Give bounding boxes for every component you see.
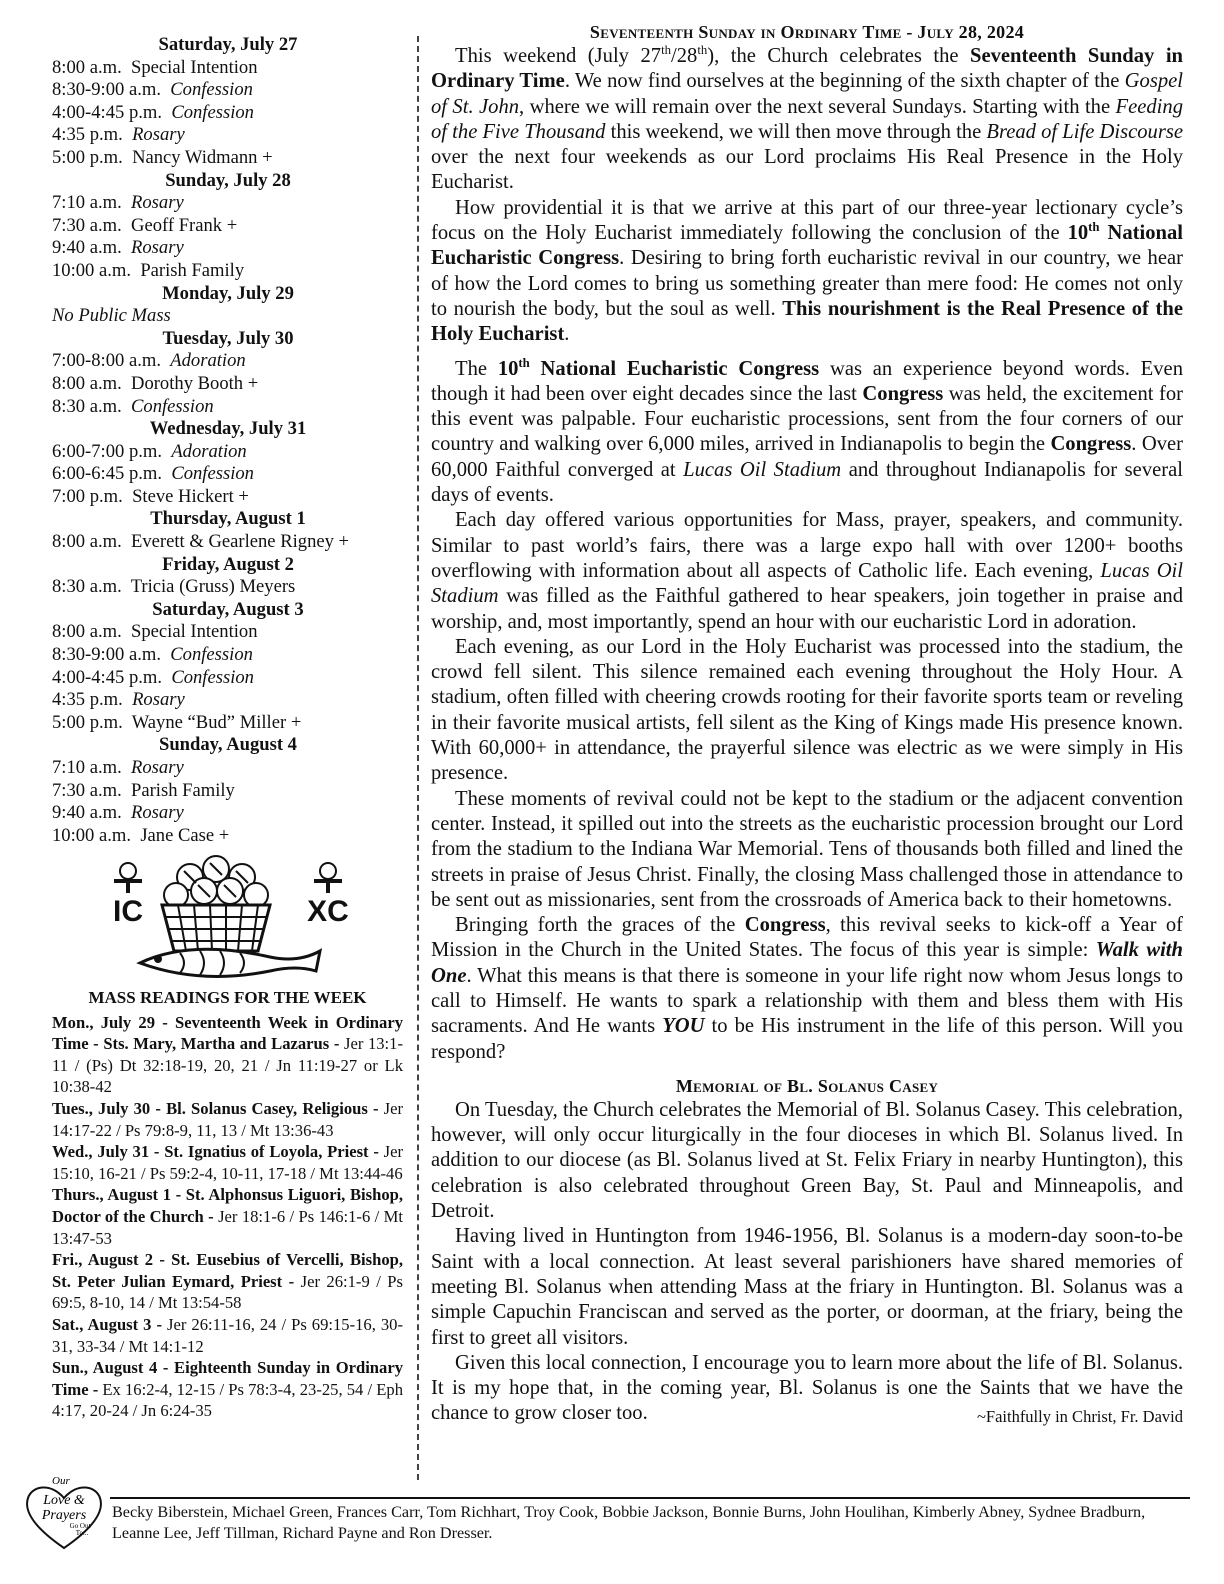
entry-intention: Rosary bbox=[132, 689, 185, 711]
entry-intention: Jane Case + bbox=[140, 824, 230, 846]
entry-time: 4:00-4:45 p.m. bbox=[52, 666, 163, 688]
entry-intention: Special Intention bbox=[131, 56, 258, 78]
entry-intention: Confession bbox=[170, 644, 253, 666]
schedule-entry bbox=[52, 192, 404, 215]
schedule-entry bbox=[52, 621, 404, 644]
entry-time: 7:30 a.m. bbox=[52, 214, 122, 236]
entry-intention: Nancy Widmann + bbox=[132, 146, 273, 168]
readings-heading: MASS READINGS FOR THE WEEK bbox=[88, 988, 367, 1007]
entry-time: 7:10 a.m. bbox=[52, 192, 122, 214]
schedule-entry bbox=[52, 463, 404, 486]
entry-intention: Confession bbox=[171, 463, 254, 485]
schedule-entry bbox=[52, 260, 404, 283]
schedule-entry bbox=[52, 147, 404, 170]
entry-time: 8:00 a.m. bbox=[52, 621, 122, 643]
entry-time: 8:00 a.m. bbox=[52, 531, 122, 553]
entry-intention: Confession bbox=[171, 666, 254, 688]
loaves-and-fish-icon bbox=[70, 847, 370, 985]
svg-text:To...: To... bbox=[75, 1529, 89, 1537]
article-paragraph: Each evening, as our Lord in the Holy Eucharist was processed into the stadium, the crowd fell silent. This silence remained each evening throughout the Holy Hour. A stadium, often filled with cheering crowds rooting for their favorite sports team or reveling in their favorite musical artists, fell silent as the King of Kings made His presence known. With 60,000+ in attendance, the prayerful silence was electric as we were simply in His presence. bbox=[431, 635, 1183, 785]
entry-intention: Rosary bbox=[132, 124, 185, 146]
entry-time: 10:00 a.m. bbox=[52, 824, 132, 846]
schedule-entry bbox=[52, 667, 404, 690]
entry-time: 4:00-4:45 p.m. bbox=[52, 101, 163, 123]
entry-intention: Everett & Gearlene Rigney + bbox=[131, 531, 350, 553]
schedule-entry bbox=[52, 396, 404, 419]
reading-item: Thurs., August 1 - St. Alphonsus Liguori, Bishop, Doctor of the Church - Jer 18:1-6 / Ps 146:1-6 / Mt 13:47-53 bbox=[52, 1185, 403, 1248]
schedule-entry bbox=[52, 644, 404, 667]
entry-intention: Special Intention bbox=[131, 621, 258, 643]
entry-time: 6:00-6:45 p.m. bbox=[52, 463, 163, 485]
entry-time: 8:00 a.m. bbox=[52, 56, 122, 78]
entry-intention: Confession bbox=[170, 79, 253, 101]
entry-intention: Rosary bbox=[131, 237, 184, 259]
schedule-day-heading: Sunday, July 28 bbox=[165, 169, 291, 191]
schedule-day-heading: Friday, August 2 bbox=[162, 553, 294, 575]
schedule-day-heading: Thursday, August 1 bbox=[150, 508, 306, 530]
article-paragraph: The 10th National Eucharistic Congress was an experience beyond words. Even though it had been over eight decades since the last Congress was held, the excitement for this event was palpable. Four eucharistic processions, sent from the four corners of our country and walking over 6,000 miles, arrived in Indianapolis to begin the Congress. Over 60,000 Faithful converged at Lucas Oil Stadium and throughout Indianapolis for several days of events. bbox=[431, 355, 1184, 507]
svg-text:Our: Our bbox=[52, 1475, 70, 1487]
entry-time: 8:30-9:00 a.m. bbox=[52, 644, 161, 666]
entry-time: 7:10 a.m. bbox=[52, 757, 122, 778]
entry-time: 5:00 p.m. bbox=[52, 146, 123, 168]
entry-time: 8:00 a.m. bbox=[52, 372, 122, 394]
mass-readings bbox=[52, 987, 403, 1422]
article-title: Seventeenth Sunday in Ordinary Time - July 28, 2024 bbox=[589, 22, 1025, 42]
schedule-entry bbox=[52, 350, 404, 373]
memorial-title: Memorial of Bl. Solanus Casey bbox=[675, 1075, 939, 1096]
reading-item: Wed., July 31 - St. Ignatius of Loyola, Priest - Jer 15:10, 16-21 / Ps 59:2-4, 10-11, 17-18 / Mt 13:44-46 bbox=[52, 1142, 403, 1183]
schedule-entry bbox=[52, 531, 404, 554]
svg-text:Go Out: Go Out bbox=[69, 1522, 91, 1530]
entry-time: 5:00 p.m. bbox=[52, 711, 123, 733]
entry-time: 8:30 a.m. bbox=[52, 395, 122, 417]
reading-item: Mon., July 29 - Seventeenth Week in Ordinary Time - Sts. Mary, Martha and Lazarus - Jer 13:1-11 / (Ps) Dt 32:18-19, 20, 21 / Jn 11:19-27 or Lk 10:38-42 bbox=[52, 1012, 403, 1097]
schedule-entry bbox=[52, 373, 404, 396]
schedule-entry bbox=[52, 802, 404, 825]
article-paragraph: Each day offered various opportunities for Mass, prayer, speakers, and community. Similar to past world’s fairs, there was a large expo hall with over 1200+ booths overflowing with information about all aspects of Catholic life. Each evening, Lucas Oil Stadium was filled as the Faithful gathered to hear speakers, join together in praise and worship, and, most importantly, spend an hour with our eucharistic Lord in adoration. bbox=[431, 509, 1184, 633]
schedule-entry bbox=[52, 79, 404, 102]
schedule-entry bbox=[52, 305, 404, 328]
entry-intention: No Public Mass bbox=[52, 305, 171, 327]
reading-item: Fri., August 2 - St. Eusebius of Vercelli, Bishop, St. Peter Julian Eymard, Priest - Jer 26:1-9 / Ps 69:5, 8-10, 14 / Mt 13:54-58 bbox=[52, 1250, 403, 1313]
entry-time: 7:00 p.m. bbox=[52, 485, 123, 507]
schedule-entry bbox=[52, 486, 404, 509]
schedule-entry bbox=[52, 825, 404, 848]
article-paragraph: Given this local connection, I encourage you to learn more about the life of Bl. Solanus. It is my hope that, in the coming year, Bl. Solanus is one the Saints that we have the chance to grow closer too. ~Faithfully in Christ, Fr. David bbox=[431, 1351, 1183, 1427]
schedule-entry bbox=[52, 780, 404, 803]
article-paragraph: These moments of revival could not be kept to the stadium or the adjacent convention center. Instead, it spilled out into the streets as the eucharistic procession brought our Lord from the stadium to the Indiana War Memorial. Tens of thousands both filled and lined the streets in praise of Jesus Christ. Finally, the closing Mass challenged those in attendance to be sent out as missionaries, sent from the crossroads of America back to their hometowns. bbox=[431, 787, 1183, 911]
reading-item: Sun., August 4 - Eighteenth Sunday in Ordinary Time - Ex 16:2-4, 12-15 / Ps 78:3-4, 23-25, 54 / Eph 4:17, 20-24 / Jn 6:24-35 bbox=[52, 1358, 403, 1421]
reading-item: Sat., August 3 - Jer 26:11-16, 24 / Ps 69:15-16, 30-31, 33-34 / Mt 14:1-12 bbox=[52, 1314, 404, 1356]
entry-time: 7:00-8:00 a.m. bbox=[52, 350, 161, 372]
entry-time: 4:35 p.m. bbox=[52, 689, 123, 711]
column-divider bbox=[417, 36, 419, 1480]
prayer-list: Becky Biberstein, Michael Green, Frances Carr, Tom Richhart, Troy Cook, Bobbie Jackson, Bonnie Burns, John Houlihan, Kimberly Abney, Sydnee Bradburn, Leanne Lee, Jeff Tillman, Richard Payne and Ron Dresser. bbox=[112, 1503, 1146, 1543]
schedule-entry bbox=[52, 712, 404, 735]
heart-logo-icon bbox=[22, 1470, 106, 1554]
svg-text:Love &: Love & bbox=[43, 1493, 85, 1508]
entry-intention: Dorothy Booth + bbox=[131, 372, 259, 394]
schedule-entry bbox=[52, 102, 404, 125]
schedule-entry bbox=[52, 237, 404, 260]
entry-intention: Adoration bbox=[170, 350, 246, 372]
entry-intention: Wayne “Bud” Miller + bbox=[131, 711, 302, 733]
article-paragraph: How providential it is that we arrive at this part of our three-year lectionary cycle’s focus on the Holy Eucharist immediately following the conclusion of the 10th National Eucharistic Congress. Desiring to bring forth eucharistic revival in our country, we hear of how the Lord comes to bring us something greater than mere food: He comes not only to nourish the body, but the soul as well. This nourishment is the Real Presence of the Holy Eucharist. bbox=[431, 196, 1183, 346]
schedule-day-heading: Wednesday, July 31 bbox=[149, 418, 307, 440]
mass-schedule bbox=[52, 34, 404, 847]
entry-time: 8:30-9:00 a.m. bbox=[52, 79, 161, 101]
entry-intention: Rosary bbox=[131, 802, 184, 824]
entry-time: 8:30 a.m. bbox=[52, 576, 122, 598]
schedule-day-heading: Saturday, August 3 bbox=[152, 598, 304, 620]
pastor-article bbox=[431, 20, 1183, 1430]
emblem-left-letters: IC bbox=[113, 895, 143, 928]
entry-intention: Adoration bbox=[171, 440, 247, 462]
entry-intention: Rosary bbox=[131, 757, 184, 778]
entry-time: 9:40 a.m. bbox=[52, 802, 122, 824]
entry-time: 9:40 a.m. bbox=[52, 237, 122, 259]
svg-text:Prayers: Prayers bbox=[41, 1508, 87, 1523]
schedule-entry bbox=[52, 757, 404, 780]
schedule-day-heading: Sunday, August 4 bbox=[159, 734, 297, 756]
entry-intention: Tricia (Gruss) Meyers bbox=[130, 576, 296, 598]
entry-intention: Confession bbox=[131, 395, 214, 417]
article-paragraph: Having lived in Huntington from 1946-1956, Bl. Solanus is a modern-day soon-to-be Saint with a local connection. At least several parishioners have shared memories of meeting Bl. Solanus when attending Mass at the friary in Huntington. Bl. Solanus was a simple Capuchin Franciscan and served as the porter, or doorman, at the friary, being the first to greet all visitors. bbox=[431, 1225, 1183, 1349]
entry-intention: Parish Family bbox=[140, 259, 245, 281]
emblem-right-letters: XC bbox=[307, 895, 349, 928]
entry-intention: Parish Family bbox=[131, 779, 235, 801]
schedule-entry bbox=[52, 441, 404, 464]
schedule-day-heading: Monday, July 29 bbox=[162, 282, 294, 304]
schedule-day-heading: Tuesday, July 30 bbox=[162, 327, 294, 349]
article-paragraph: On Tuesday, the Church celebrates the Memorial of Bl. Solanus Casey. This celebration, however, will only occur liturgically in the four dioceses in which Bl. Solanus lived. In addition to our diocese (as Bl. Solanus lived at St. Felix Friary in nearby Huntington), this celebration is also celebrated throughout Green Bay, St. Paul and Minneapolis, and Detroit. bbox=[431, 1098, 1183, 1223]
entry-intention: Confession bbox=[171, 101, 254, 123]
schedule-entry bbox=[52, 57, 404, 80]
schedule-entry bbox=[52, 689, 404, 712]
readings-list bbox=[52, 1012, 403, 1422]
article-paragraph: Bringing forth the graces of the Congress, this revival seeks to kick-off a Year of Mission in the Church in the United States. The focus of this year is simple: Walk with One. What this means is that there is someone in your life right now whom Jesus longs to call to Himself. He wants to spark a relationship with them and bless them with His sacraments. And He wants YOU to be His instrument in the life of this person. Will you respond? bbox=[431, 914, 1183, 1063]
footer-rule bbox=[110, 1497, 1190, 1499]
schedule-entry bbox=[52, 215, 404, 238]
schedule-entry bbox=[52, 576, 404, 599]
schedule-day-heading: Saturday, July 27 bbox=[158, 34, 298, 55]
article-paragraph: This weekend (July 27th/28th), the Church celebrates the Seventeenth Sunday in Ordinary Time. We now find ourselves at the beginning of the sixth chapter of the Gospel of St. John, where we will remain over the next several Sundays. Starting with the Feeding of the Five Thousand this weekend, we will then move through the Bread of Life Discourse over the next four weekends as our Lord proclaims His Real Presence in the Holy Eucharist. bbox=[431, 43, 1183, 194]
signature: ~Faithfully in Christ, Fr. David bbox=[976, 1407, 1183, 1427]
entry-time: 4:35 p.m. bbox=[52, 124, 123, 146]
reading-item: Tues., July 30 - Bl. Solanus Casey, Religious - Jer 14:17-22 / Ps 79:8-9, 11, 13 / Mt 13:36-43 bbox=[52, 1098, 403, 1140]
entry-intention: Steve Hickert + bbox=[132, 485, 249, 507]
entry-intention: Geoff Frank + bbox=[131, 214, 238, 236]
entry-time: 6:00-7:00 p.m. bbox=[52, 440, 163, 462]
entry-time: 7:30 a.m. bbox=[52, 779, 122, 801]
schedule-entry bbox=[52, 124, 404, 147]
entry-intention: Rosary bbox=[131, 192, 184, 214]
entry-time: 10:00 a.m. bbox=[52, 259, 132, 281]
